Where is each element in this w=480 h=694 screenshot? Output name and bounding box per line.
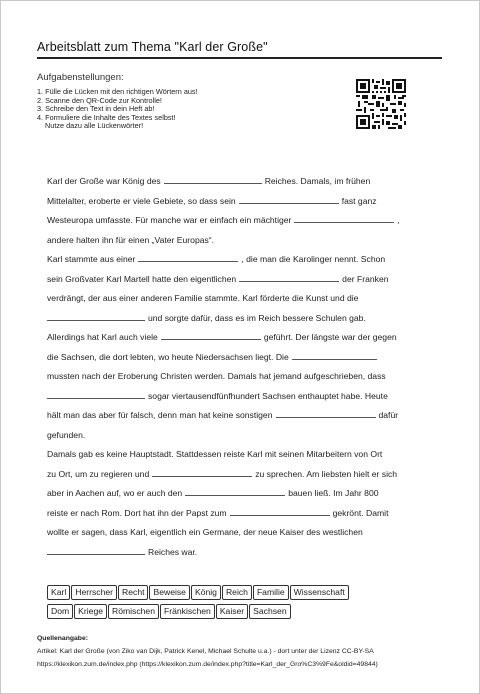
word-card[interactable]: Wissenschaft: [290, 585, 349, 600]
blank-gap[interactable]: [164, 174, 262, 184]
text-line: Karl stammte aus einer , die man die Karolinger nennt. Schon: [47, 254, 386, 264]
qr-code-icon: [356, 79, 406, 129]
text-line: sogar viertausendfünfhundert Sachsen enthauptet habe. Heute: [47, 387, 447, 407]
task-item: Nutze dazu alle Lückenwörter!: [45, 121, 144, 131]
text-line: reiste er nach Rom. Dort hat ihn der Papst zum gekrönt. Damit: [47, 507, 389, 518]
blank-gap[interactable]: [239, 194, 339, 204]
word-bank-row: [47, 582, 447, 601]
text-line: Karl der Große war König des Reiches. Damals, im frühen: [47, 176, 371, 186]
text-line: Mittelalter, eroberte er viele Gebiete, so dass sein fast ganz: [47, 195, 377, 206]
blank-gap[interactable]: [294, 213, 394, 223]
task-item: 4. Formuliere die Inhalte des Textes selbst!: [37, 112, 176, 122]
word-card[interactable]: Fränkischen: [160, 604, 215, 619]
text-line: Allerdings hat Karl auch viele geführt. Der längste war der gegen: [47, 332, 397, 342]
task-item: 2. Scanne den QR-Code zur Kontrolle!: [37, 95, 162, 105]
blank-gap[interactable]: [161, 330, 261, 340]
word-card[interactable]: Familie: [253, 585, 289, 600]
word-card[interactable]: Beweise: [149, 585, 189, 600]
blank-gap[interactable]: [47, 311, 145, 321]
text-line: wollte er sagen, dass Karl, eigentlich ein Germane, der neue Kaiser des westlichen: [47, 527, 363, 537]
text-line: aber in Aachen auf, wo er auch den bauen ließ. Im Jahr 800: [47, 488, 379, 498]
source-citation: [37, 632, 457, 671]
blank-gap[interactable]: [47, 545, 145, 555]
word-card[interactable]: Karl: [47, 585, 70, 600]
cloze-text: [47, 172, 447, 562]
tasks-heading: Aufgabenstellungen:: [37, 72, 124, 83]
blank-gap[interactable]: [230, 506, 330, 516]
word-card[interactable]: Reich: [222, 585, 252, 600]
source-link[interactable]: https://klexikon.zum.de/index.php (https://klexikon.zum.de/index.php?title=Karl_der_Gro%C3%9Fe&oldid=49844): [37, 661, 378, 668]
word-card[interactable]: Römischen: [108, 604, 159, 619]
text-line: gefunden.: [47, 429, 86, 440]
blank-gap[interactable]: [276, 408, 376, 418]
task-list: [37, 88, 198, 131]
worksheet-title: Arbeitsblatt zum Thema "Karl der Große": [37, 40, 268, 54]
task-item: 3. Schreibe den Text in dein Heft ab!: [37, 104, 155, 114]
word-card[interactable]: Kaiser: [216, 604, 248, 619]
blank-gap[interactable]: [292, 350, 377, 360]
text-line: hält man das aber für falsch, denn man hat keine sonstigen dafür: [47, 410, 399, 420]
text-line: Damals gab es keine Hauptstadt. Stattdessen reiste Karl mit seinen Mitarbeitern von Ort: [47, 449, 383, 459]
sources-heading: Quellenangabe:: [37, 635, 88, 642]
blank-gap[interactable]: [152, 467, 252, 477]
task-item: 1. Fülle die Lücken mit den richtigen Wörtern aus!: [37, 87, 198, 96]
word-bank-row: [47, 601, 447, 620]
text-line: verdrängt, der aus einer anderen Familie stammte. Karl förderte die Kunst und die: [47, 293, 359, 303]
text-line: zu Ort, um zu regieren und zu sprechen. Am liebsten hielt er sich: [47, 468, 398, 479]
word-card[interactable]: Herrscher: [71, 585, 117, 600]
blank-gap[interactable]: [138, 252, 238, 262]
text-line: Reiches war.: [47, 543, 447, 563]
text-line: mussten nach der Eroberung Christen werden. Damals hat jemand aufgeschrieben, dass: [47, 371, 386, 381]
text-line: die Sachsen, die dort lebten, wo heute Niedersachsen liegt. Die: [47, 348, 447, 368]
blank-gap[interactable]: [47, 389, 145, 399]
text-line: Westeuropa umfasste. Für manche war er einfach ein mächtiger ,: [47, 215, 400, 225]
word-card[interactable]: Kriege: [74, 604, 107, 619]
source-line: Artikel: Karl der Große (von Ziko van Dijk, Patrick Kenel, Michael Schulte u.a.) - dort unter der Lizenz CC-BY-SA: [37, 648, 374, 655]
word-card[interactable]: Dom: [47, 604, 73, 619]
blank-gap[interactable]: [185, 486, 285, 496]
word-card[interactable]: König: [191, 585, 221, 600]
text-line: und sorgte dafür, dass es im Reich bessere Schulen gab.: [47, 309, 447, 329]
word-card[interactable]: Recht: [118, 585, 148, 600]
text-line: andere halten ihn für einen „Vater Europas“.: [47, 234, 215, 245]
title-divider: [37, 57, 442, 59]
blank-gap[interactable]: [239, 272, 339, 282]
word-bank: [47, 582, 447, 620]
text-line: sein Großvater Karl Martell hatte den eigentlichen der Franken: [47, 273, 389, 284]
word-card[interactable]: Sachsen: [249, 604, 290, 619]
